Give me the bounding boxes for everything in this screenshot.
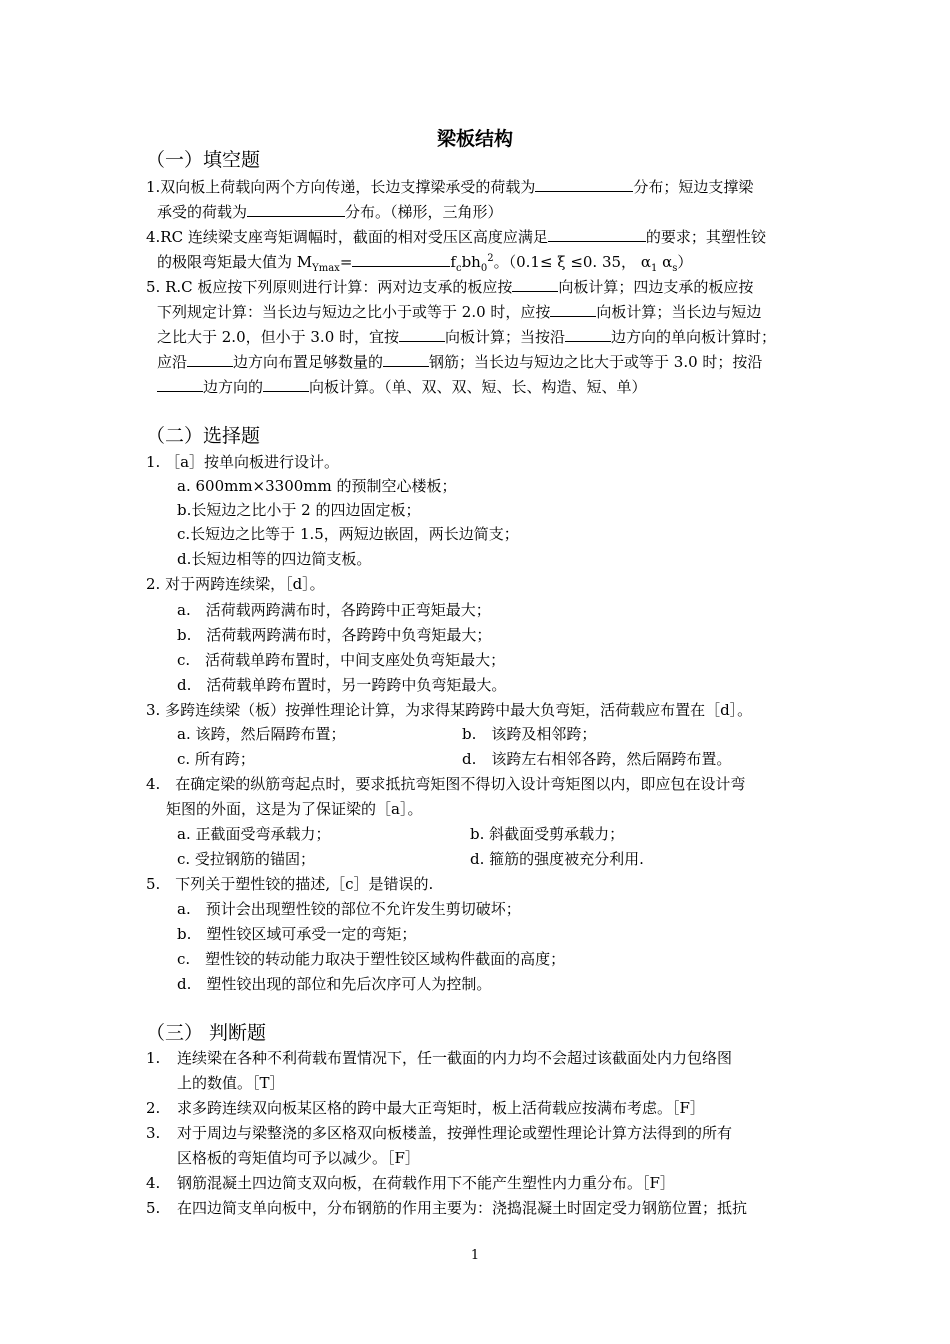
choice-q2-option-d: d. 活荷载单跨布置时，另一跨跨中负弯矩最大。 (177, 676, 507, 694)
fill-q5-line5: 边方向的 向板计算。（单、双、双、短、长、构造、短、单） (157, 376, 647, 397)
answer-blank (550, 301, 596, 317)
answer-blank (565, 326, 611, 342)
choice-q3-option-b: b. 该跨及相邻跨； (462, 725, 597, 743)
choice-q3-option-c: c. 所有跨； (177, 750, 255, 768)
judge-q3-line2: 区格板的弯矩值均可予以减少。［F］ (177, 1149, 420, 1167)
fill-q1-line1: 1.双向板上荷载向两个方向传递，长边支撑梁承受的荷载为 分布；短边支撑梁 (146, 178, 754, 196)
fill-q5-line3: 之比大于 2.0，但小于 3.0 时，宜按 向板计算；当按沿 边方向的单向板计算时； (157, 328, 777, 346)
choice-q5-option-d: d. 塑性铰出现的部位和先后次序可人为控制。 (177, 975, 492, 993)
answer-blank (263, 376, 309, 392)
answer-blank (548, 226, 646, 242)
choice-q1-option-d: d.长短边相等的四边简支板。 (177, 550, 372, 568)
choice-q1-option-a: a. 600mm×3300mm 的预制空心楼板； (177, 477, 457, 495)
answer-blank (399, 326, 445, 342)
fill-q5-line2: 下列规定计算：当长边与短边之比小于或等于 2.0 时，应按 向板计算；当长边与短边 (157, 303, 762, 321)
judge-q2-number: 2. (146, 1099, 161, 1117)
answer-blank (512, 276, 558, 292)
fill-q4-line1: 4.RC 连续梁支座弯矩调幅时，截面的相对受压区高度应满足 的要求；其塑性铰 (146, 228, 766, 246)
answer-blank (383, 351, 429, 367)
choice-q1: 1. ［a］按单向板进行设计。 (146, 453, 340, 471)
choice-q5-option-c: c. 塑性铰的转动能力取决于塑性铰区域构件截面的高度； (177, 950, 566, 968)
choice-q2-option-a: a. 活荷载两跨满布时，各跨跨中正弯矩最大； (177, 601, 491, 619)
judge-q3-line1: 对于周边与梁整浇的多区格双向板楼盖，按弹性理论或塑性理论计算方法得到的所有 (177, 1124, 733, 1142)
choice-q3: 3. 多跨连续梁（板）按弹性理论计算，为求得某跨跨中最大负弯矩，活荷载应布置在［d］。 (146, 701, 753, 719)
choice-q4-line2: 矩图的外面，这是为了保证梁的［a］。 (166, 800, 423, 818)
choice-q4-line1: 4. 在确定梁的纵筋弯起点时，要求抵抗弯矩图不得切入设计弯矩图以内，即应包在设计弯 (146, 775, 746, 793)
choice-q2-option-c: c. 活荷载单跨布置时，中间支座处负弯矩最大； (177, 651, 506, 669)
choice-q1-option-c: c.长短边之比等于 1.5，两短边嵌固，两长边简支； (177, 525, 519, 543)
choice-q4-option-d: d. 箍筋的强度被充分利用. (470, 850, 644, 868)
fill-q5-line4: 应沿 边方向布置足够数量的 钢筋；当长边与短边之比大于或等于 3.0 时；按沿 (157, 353, 763, 371)
choice-q5-option-b: b. 塑性铰区域可承受一定的弯矩； (177, 925, 417, 943)
choice-q3-option-a: a. 该跨，然后隔跨布置； (177, 725, 346, 743)
choice-q5-option-a: a. 预计会出现塑性铰的部位不允许发生剪切破坏； (177, 900, 521, 918)
fill-q5-line1: 5. R.C 板应按下列原则进行计算：两对边支承的板应按 向板计算；四边支承的板应按 (146, 278, 754, 296)
page-number: 1 (470, 1248, 480, 1263)
choice-q4-option-a: a. 正截面受弯承载力； (177, 825, 331, 843)
answer-blank (157, 376, 203, 392)
judge-q1-number: 1. (146, 1049, 161, 1067)
answer-blank (247, 201, 345, 217)
judge-q3-number: 3. (146, 1124, 161, 1142)
judge-q1-line1: 连续梁在各种不利荷载布置情况下，任一截面的内力均不会超过该截面处内力包络图 (177, 1049, 733, 1067)
choice-q1-option-b: b.长短边之比小于 2 的四边固定板； (177, 501, 421, 519)
section-heading-judge: （三） 判断题 (146, 1022, 267, 1044)
choice-q4-option-b: b. 斜截面受剪承载力； (470, 825, 625, 843)
judge-q5-number: 5. (146, 1199, 161, 1217)
answer-blank (187, 351, 233, 367)
answer-blank (535, 176, 633, 192)
judge-q2: 求多跨连续双向板某区格的跨中最大正弯矩时，板上活荷载应按满布考虑。［F］ (177, 1099, 705, 1117)
section-heading-fill: （一）填空题 (146, 149, 261, 171)
choice-q5: 5. 下列关于塑性铰的描述,［c］是错误的. (146, 875, 434, 893)
fill-q4-line2: 的极限弯矩最大值为 $M_{Ymax}= f_cbh_0^2$。（0.1≤ ξ ≤0. 35， $\alpha_1$ $\alpha_s$） (157, 253, 693, 274)
choice-q2: 2. 对于两跨连续梁，［d］。 (146, 575, 325, 593)
choice-q2-option-b: b. 活荷载两跨满布时，各跨跨中负弯矩最大； (177, 626, 492, 644)
answer-blank (352, 251, 450, 267)
section-heading-choice: （二）选择题 (146, 425, 261, 447)
judge-q5: 在四边简支单向板中，分布钢筋的作用主要为：浇捣混凝土时固定受力钢筋位置；抵抗 (177, 1199, 748, 1217)
page-title: 梁板结构 (436, 128, 513, 150)
fill-q1-line2: 承受的荷载为 分布。（梯形，三角形） (157, 203, 503, 221)
judge-q4: 钢筋混凝土四边简支双向板，在荷载作用下不能产生塑性内力重分布。［F］ (177, 1174, 675, 1192)
judge-q1-line2: 上的数值。［T］ (177, 1074, 285, 1092)
judge-q4-number: 4. (146, 1174, 161, 1192)
choice-q3-option-d: d. 该跨左右相邻各跨，然后隔跨布置。 (462, 750, 732, 768)
choice-q4-option-c: c. 受拉钢筋的锚固； (177, 850, 315, 868)
